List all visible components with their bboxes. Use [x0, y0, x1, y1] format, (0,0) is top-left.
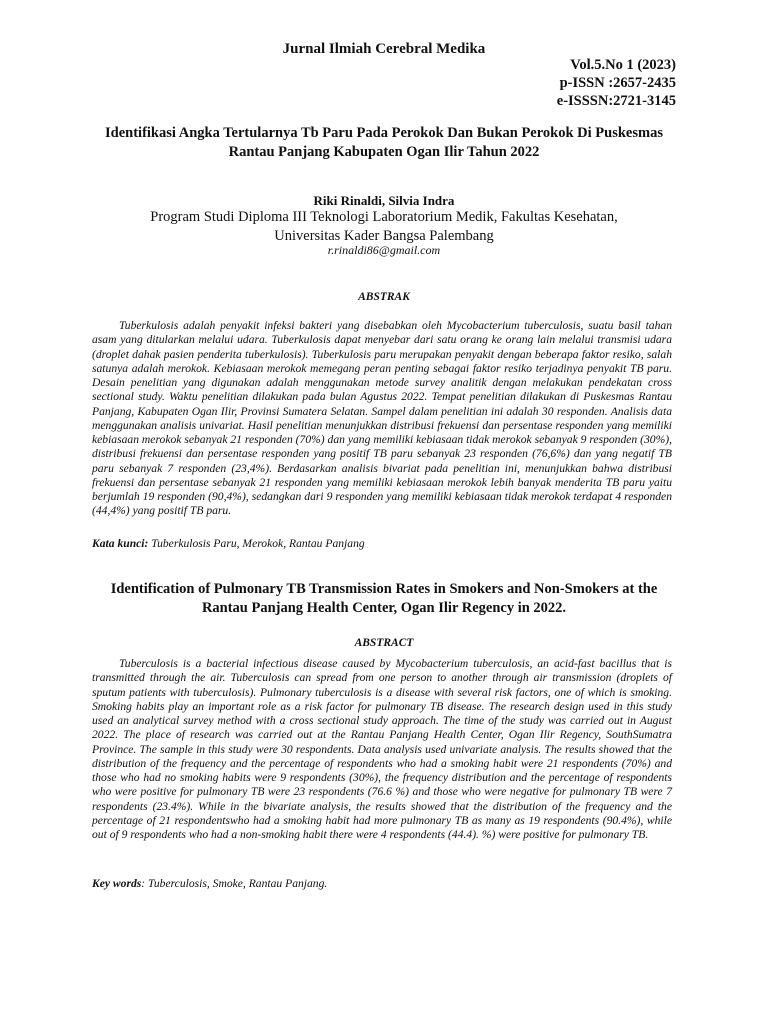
paper-title-indonesian: Identifikasi Angka Tertularnya Tb Paru Pada Perokok Dan Bukan Perokok Di Puskesmas Rantau Panjang Kabupaten Ogan Ilir Tahun 2022	[105, 125, 663, 160]
abstract-heading: ABSTRACT	[354, 637, 414, 649]
e-issn: e-ISSSN:2721-3145	[556, 93, 676, 109]
volume-number: Vol.5.No 1 (2023)	[570, 57, 676, 73]
key-words-text: : Tuberculosis, Smoke, Rantau Panjang.	[141, 877, 328, 890]
kata-kunci-label: Kata kunci:	[92, 537, 149, 550]
affiliation	[92, 208, 676, 246]
affiliation-line-2: Universitas Kader Bangsa Palembang	[274, 228, 494, 244]
key-words	[92, 877, 672, 890]
issue-info	[557, 56, 676, 110]
abstract-body: Tuberculosis is a bacterial infectious disease caused by Mycobacterium tuberculosis, an acid-fast bacillus that is transmitted through the air. Tuberculosis can spread from one person to another through air transmission (droplets of sputum patients with tuberculosis). Pulmonary tuberculosis is a disease with several risk factors, one of which is smoking. Smoking habits play an important role as a risk factor for pulmonary TB disease. The research design used in this study used an analytical survey method with a cross sectional study approach. The time of the study was carried out in August 2022. The place of research was carried out at the Rantau Panjang Health Center, Ogan Ilir Regency, SouthSumatra Province. The sample in this study were 30 respondents. Data analysis used univariate analysis. The results showed that the distribution of the frequency and the percentage of respondents who had a smoking habit were 21 respondents (70%) and those who had no smoking habits were 9 respondents (30%), the frequency distribution and the percentage of respondents who were positive for pulmonary TB were 23 respondents (76.6 %) and those who were negative for pulmonary TB were 7 respondents (23.4%). While in the bivariate analysis, the results showed that the distribution of the frequency and the percentage of 21 respondentswho had a smoking habit had more pulmonary TB as many as 19 respondents (90.4%), while out of 9 respondents who had a non-smoking habit there were 4 respondents (44.4). %) were positive for pulmonary TB.	[92, 657, 672, 841]
authors: Riki Rinaldi, Silvia Indra	[313, 193, 455, 208]
key-words-label: Key words	[92, 877, 142, 890]
kata-kunci	[92, 537, 672, 550]
abstrak-heading: ABSTRAK	[358, 291, 410, 303]
affiliation-line-1: Program Studi Diploma III Teknologi Laboratorium Medik, Fakultas Kesehatan,	[150, 209, 618, 225]
p-issn: p-ISSN :2657-2435	[559, 75, 676, 91]
abstrak-body: Tuberkulosis adalah penyakit infeksi bakteri yang disebabkan oleh Mycobacterium tuberculosis, suatu basil tahan asam yang ditularkan melalui udara. Tuberkulosis dapat menyebar dari satu orang ke orang lain melalui transmisi udara (droplet dahak pasien penderita tuberkulosis). Tuberkulosis paru merupakan penyakit dengan beberapa faktor resiko, salah satunya adalah merokok. Kebiasaan merokok memegang peran penting sebagai faktor resiko terjadinya penyakit TB paru. Desain penelitian yang digunakan adalah menggunakan metode survey analitik dengan melakukan pendekatan cross sectional study. Waktu penelitian dilakukan pada bulan Agustus 2022. Tempat penelitian dilakukan di Puskesmas Rantau Panjang, Kabupaten Ogan Ilir, Provinsi Sumatera Selatan. Sampel dalam penelitian ini adalah 30 responden. Analisis data menggunakan analisis univariat. Hasil penelitian menunjukkan distribusi frekuensi dan persentase responden yang memiliki kebiasaan merokok sebanyak 21 responden (70%) dan yang memiliki kebiasaan tidak merokok sebanyak 9 responden (30%), distribusi frekuensi dan persentase responden yang positif TB paru sebanyak 23 responden (76,6%) dan yang negatif TB paru sebanyak 7 responden (23,4%). Berdasarkan analisis bivariat pada penelitian ini, menunjukkan bahwa distribusi frekuensi dan persentase sebanyak 21 responden yang memiliki kebiasaan merokok lebih banyak menderita TB paru yaitu berjumlah 19 responden (90,4%), sedangkan dari 9 responden yang memiliki kebiasaan tidak merokok terdapat 4 responden (44,4%) yang positif TB paru.	[92, 319, 672, 518]
paper-title-english: Identification of Pulmonary TB Transmission Rates in Smokers and Non-Smokers at the Rantau Panjang Health Center, Ogan Ilir Regency in 2022.	[110, 581, 658, 616]
journal-name: Jurnal Ilmiah Cerebral Medika	[282, 41, 486, 57]
kata-kunci-text: Tuberkulosis Paru, Merokok, Rantau Panjang	[148, 537, 365, 550]
author-email: r.rinaldi86@gmail.com	[327, 243, 441, 257]
